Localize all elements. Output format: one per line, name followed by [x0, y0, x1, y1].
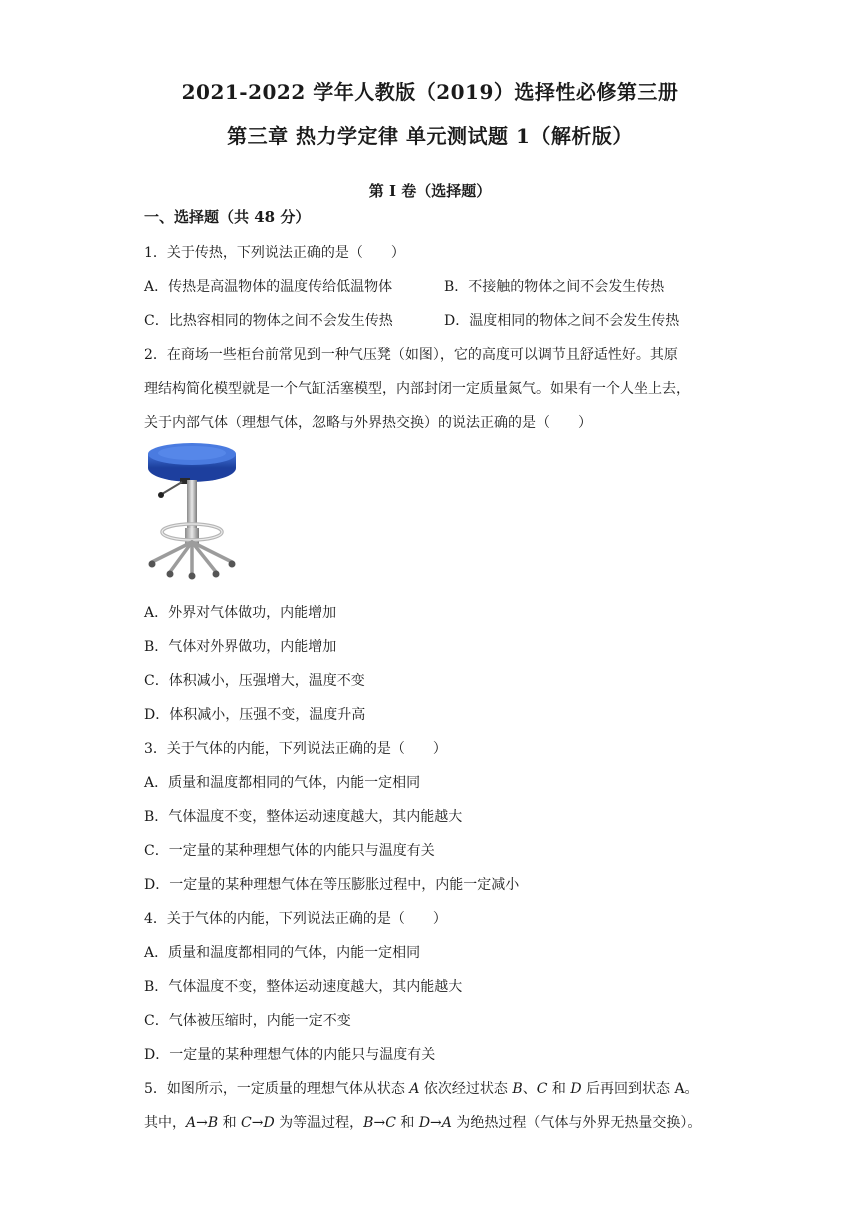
stool-seat	[148, 443, 236, 482]
q5-stem-line2: 其中，A→B 和 C→D 为等温过程，B→C 和 D→A 为绝热过程（气体与外界无热量交换）。	[144, 1115, 702, 1131]
q2-option-a: A．外界对气体做功，内能增加	[144, 605, 337, 621]
stool-gas-cylinder	[185, 480, 199, 544]
q2-option-c: C．体积减小，压强增大，温度不变	[144, 673, 365, 689]
q2-stem-line2: 理结构简化模型就是一个气缸活塞模型，内部封闭一定质量氮气。如果有一个人坐上去，	[144, 381, 690, 397]
q1-stem: 1．关于传热，下列说法正确的是（ ）	[144, 245, 405, 261]
q3-option-b: B．气体温度不变，整体运动速度越大，其内能越大	[144, 809, 463, 825]
part-label: 第 I 卷（选择题）	[368, 182, 492, 200]
q1-option-c: C．比热容相同的物体之间不会发生传热	[144, 313, 393, 329]
q3-option-d: D．一定量的某种理想气体在等压膨胀过程中，内能一定减小	[144, 877, 520, 893]
q1-option-d: D．温度相同的物体之间不会发生传热	[444, 313, 680, 329]
q2-stem-line1: 2．在商场一些柜台前常见到一种气压凳（如图），它的高度可以调节且舒适性好。其原	[144, 347, 678, 363]
stool-legs	[152, 542, 232, 574]
q4-option-b: B．气体温度不变，整体运动速度越大，其内能越大	[144, 979, 463, 995]
q5-stem-line1: 5．如图所示，一定质量的理想气体从状态 A 依次经过状态 B、C 和 D 后再回到状态 A。	[144, 1081, 699, 1097]
q1-option-a: A．传热是高温物体的温度传给低温物体	[144, 279, 393, 295]
document-title-line2: 第三章 热力学定律 单元测试题 1（解析版）	[227, 124, 633, 148]
q3-stem: 3．关于气体的内能，下列说法正确的是（ ）	[144, 741, 447, 757]
q4-option-a: A．质量和温度都相同的气体，内能一定相同	[144, 945, 421, 961]
q4-stem: 4．关于气体的内能，下列说法正确的是（ ）	[144, 911, 447, 927]
q2-stem-line3: 关于内部气体（理想气体，忽略与外界热交换）的说法正确的是（ ）	[144, 415, 592, 431]
document-title-line1: 2021-2022 学年人教版（2019）选择性必修第三册	[181, 80, 679, 104]
q3-option-c: C．一定量的某种理想气体的内能只与温度有关	[144, 843, 435, 859]
section-heading: 一、选择题（共 48 分）	[144, 208, 311, 226]
q2-option-b: B．气体对外界做功，内能增加	[144, 639, 337, 655]
q4-option-d: D．一定量的某种理想气体的内能只与温度有关	[144, 1047, 436, 1063]
q4-option-c: C．气体被压缩时，内能一定不变	[144, 1013, 351, 1029]
gas-pressure-stool-image	[140, 442, 250, 582]
stool-lever	[158, 478, 190, 498]
q2-option-d: D．体积减小，压强不变，温度升高	[144, 707, 366, 723]
q1-option-b: B．不接触的物体之间不会发生传热	[444, 279, 665, 295]
q3-option-a: A．质量和温度都相同的气体，内能一定相同	[144, 775, 421, 791]
